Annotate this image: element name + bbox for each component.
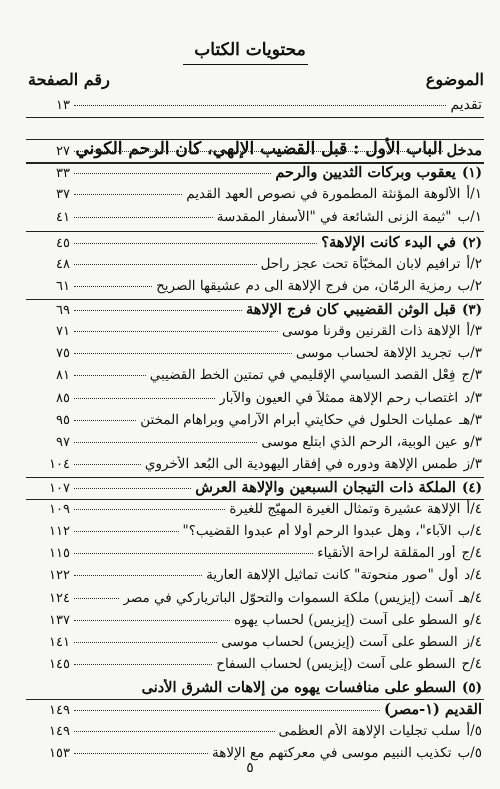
entry-page-number: ٦٩: [56, 303, 70, 318]
entry-page-number: ٩٧: [56, 435, 70, 450]
entry-title: الملكة ذات التيجان السبعين والإلاهة العرش: [195, 479, 456, 496]
entry-title: السطو على آست (إيزيس) لحساب السفاح: [216, 656, 456, 672]
toc-entry[interactable]: [32, 634, 482, 650]
dot-leader: [74, 531, 179, 532]
toc-entry[interactable]: [32, 567, 482, 583]
toc-entry[interactable]: [40, 679, 482, 696]
entry-code: ٤/أ: [466, 501, 482, 517]
dot-leader: [74, 598, 119, 599]
entry-page-number: ٦١: [56, 279, 70, 294]
section-divider: [26, 231, 484, 232]
entry-code: (٣): [461, 302, 482, 318]
entry-title: أول "صور منحوتة" كانت تماثيل الإلاهة العارية: [206, 567, 459, 583]
entry-code: ٤/ج: [461, 545, 482, 561]
entry-title: أور المقلقة لراحة الأنقياء: [317, 545, 456, 561]
entry-code: ٣/ج: [461, 367, 482, 383]
toc-entry[interactable]: [32, 412, 482, 428]
entry-code: ٤/ب: [457, 523, 482, 539]
entry-page-number: ٧١: [56, 324, 70, 339]
entry-code: (٥): [461, 680, 482, 696]
entry-title: آست (إيزيس) ملكة السموات والتحوّل الباترياركي في مصر: [123, 590, 454, 606]
entry-code: ٤/هـ: [459, 590, 482, 606]
entry-page-number: ٧٥: [56, 346, 70, 361]
dot-leader: [74, 509, 225, 510]
entry-page-number: ١١٢: [49, 524, 70, 539]
entry-code: (٤): [461, 480, 482, 496]
entry-title: اغتصاب رحم الإلاهة ممثلاً في العيون والآبار: [219, 390, 459, 406]
toc-entry[interactable]: [32, 278, 482, 294]
entry-title: الإلاهة عشيرة وتمثال الغيرة المهيّج للغيرة: [229, 501, 461, 517]
entry-page-number: ١٤١: [49, 635, 70, 650]
dot-leader: [74, 105, 446, 106]
entry-code: ٣/هـ: [459, 412, 482, 428]
entry-code: ٣/و: [463, 434, 482, 450]
entry-page-number: ٨١: [56, 368, 70, 383]
dot-leader: [74, 151, 443, 152]
dot-leader: [74, 620, 230, 621]
entry-code: (٢): [461, 235, 482, 251]
toc-entry[interactable]: [32, 479, 482, 496]
entry-title: يعقوب وبركات الثديين والرحم: [275, 164, 456, 181]
dot-leader: [74, 710, 380, 711]
entry-page-number: ١٤٩: [49, 724, 70, 739]
toc-entry[interactable]: [32, 612, 482, 628]
entry-title: رمزية الرمّان، من فرج الإلاهة الى دم عشيقها الصريح: [156, 278, 452, 294]
dot-leader: [74, 310, 242, 311]
toc-entry[interactable]: [32, 434, 482, 450]
topic-column-header: الموضوع: [425, 70, 484, 89]
toc-entry[interactable]: [32, 164, 482, 181]
entry-code: ٤/و: [463, 612, 482, 628]
toc-entry[interactable]: [32, 301, 482, 318]
entry-page-number: ١٠٩: [49, 502, 70, 517]
entry-title: مدخل: [446, 142, 482, 159]
toc-entry[interactable]: [32, 390, 482, 406]
dot-leader: [74, 331, 278, 332]
entry-page-number: ٣٧: [56, 187, 70, 202]
entry-code: ١/ب: [457, 209, 482, 225]
page-column-header: رقم الصفحة: [28, 70, 110, 89]
toc-entry[interactable]: [32, 209, 482, 225]
page-number: ٥: [246, 760, 254, 776]
entry-code: ٣/ز: [463, 456, 482, 472]
section-divider: [26, 699, 484, 700]
toc-entry[interactable]: [32, 501, 482, 517]
entry-title: تكذيب النبيم موسى في معركتهم مع الإلاهة: [212, 745, 452, 761]
toc-entry[interactable]: [32, 656, 482, 672]
entry-code: ٣/ب: [457, 345, 482, 361]
entry-page-number: ١٣: [56, 98, 70, 113]
entry-title: السطو على آست (إيزيس) لحساب يهوه: [233, 612, 458, 628]
section-divider: [26, 139, 484, 140]
section-divider: [26, 477, 484, 478]
dot-leader: [74, 243, 317, 244]
dot-leader: [74, 753, 208, 754]
entry-page-number: ٣٣: [56, 166, 70, 181]
entry-title: عين الوبية، الرحم الذي ابتلع موسى: [261, 434, 458, 450]
entry-page-number: ٤٨: [56, 257, 70, 272]
section-divider: [26, 299, 484, 300]
entry-title: الإلاهة ذات القرنين وقرنا موسى: [281, 323, 461, 339]
dot-leader: [74, 194, 182, 195]
page-title: محتويات الكتاب: [194, 40, 306, 60]
entry-code: ٤/ز: [463, 634, 482, 650]
entry-title: سلب تجليات الإلاهة الأم العظمى: [278, 723, 461, 739]
toc-entry[interactable]: [32, 545, 482, 561]
toc-entry[interactable]: [32, 256, 482, 272]
entry-code: ٤/د: [464, 567, 482, 583]
entry-page-number: ٤١: [56, 210, 70, 225]
entry-title: تجريد الإلاهة لحساب موسى: [295, 345, 452, 361]
entry-page-number: ١٢٢: [49, 568, 70, 583]
entry-code: (١): [461, 165, 482, 181]
toc-entry[interactable]: [32, 234, 482, 251]
entry-page-number: ١٤٥: [49, 657, 70, 672]
dot-leader: [74, 575, 202, 576]
dot-leader: [74, 353, 292, 354]
toc-entry[interactable]: [32, 723, 482, 739]
entry-page-number: ٩٥: [56, 413, 70, 428]
entry-page-number: ٤٥: [56, 236, 70, 251]
toc-entry[interactable]: [32, 186, 482, 202]
entry-page-number: ٢٧: [56, 144, 70, 159]
entry-page-number: ١٠٤: [49, 457, 70, 472]
dot-leader: [74, 642, 217, 643]
dot-leader: [74, 398, 215, 399]
dot-leader: [74, 286, 152, 287]
entry-title: تقديم: [450, 97, 482, 113]
entry-title: السطو على آست (إيزيس) لحساب موسى: [221, 634, 458, 650]
chapter-heading: الباب الأول : قبل القضيب الإلهي، كان الرحم الكوني: [75, 139, 443, 159]
dot-leader: [74, 731, 275, 732]
entry-title: الألوهة المؤنثة المطمورة في نصوص العهد القديم: [186, 186, 461, 202]
entry-title: عمليات الحلول في حكايتي أبرام الآرامي وبراهام المختن: [140, 412, 454, 428]
toc-entry[interactable]: [32, 523, 482, 539]
toc-entry[interactable]: [32, 590, 482, 606]
section-divider: [26, 163, 484, 164]
dot-leader: [74, 173, 271, 174]
dot-leader: [74, 664, 212, 665]
entry-title: فِعْل القصد السياسي الإقليمي في تمتين الخط القضيبي: [149, 367, 456, 383]
toc-entry[interactable]: [32, 367, 482, 383]
dot-leader: [74, 488, 191, 489]
toc-entry[interactable]: [32, 97, 482, 113]
entry-code: ٣/د: [464, 390, 482, 406]
entry-page-number: ١٢٤: [49, 591, 70, 606]
entry-page-number: ١٠٧: [49, 481, 70, 496]
dot-leader: [74, 464, 141, 465]
entry-title: ترافيم لابان المخبّأة تحت عجز راحل: [260, 256, 461, 272]
entry-page-number: ١٥٣: [49, 746, 70, 761]
entry-title: القديم (١-مصر): [383, 701, 482, 718]
dot-leader: [74, 420, 136, 421]
toc-entry[interactable]: [32, 745, 482, 761]
entry-page-number: ١٤٩: [49, 703, 70, 718]
section-divider: [26, 499, 484, 500]
entry-code: ٣/أ: [466, 323, 482, 339]
dot-leader: [74, 375, 146, 376]
entry-code: ٥/ب: [457, 745, 482, 761]
entry-title: ثيمة الزنى الشائعة في "الأسفار المقدسة": [216, 209, 452, 225]
entry-code: ٥/أ: [466, 723, 482, 739]
entry-page-number: ١١٥: [49, 546, 70, 561]
toc-entry[interactable]: [32, 142, 482, 159]
dot-leader: [74, 442, 257, 443]
entry-page-number: ١٣٧: [49, 613, 70, 628]
dot-leader: [74, 217, 213, 218]
entry-title: السطو على منافسات يهوه من إلاهات الشرق الأدنى: [141, 679, 456, 696]
dot-leader: [74, 264, 257, 265]
entry-title: "الآباء"، وهل عبدوا الرحم أولا أم عبدوا القضيب؟: [182, 523, 452, 539]
toc-entry[interactable]: [32, 456, 482, 472]
entry-title: قبل الوثن القضيبي كان فرج الإلاهة: [245, 301, 456, 318]
entry-page-number: ٨٥: [56, 391, 70, 406]
entry-code: ٤/ح: [461, 656, 482, 672]
section-divider: [26, 117, 484, 118]
toc-entry[interactable]: [32, 323, 482, 339]
entry-code: ٢/أ: [466, 256, 482, 272]
toc-entry[interactable]: [32, 701, 482, 718]
dot-leader: [74, 553, 313, 554]
toc-entry[interactable]: [32, 345, 482, 361]
entry-title: في البدء كانت الإلاهة؟: [321, 234, 456, 251]
entry-code: ٢/ب: [457, 278, 482, 294]
entry-title: طمس الإلاهة ودوره في إفقار اليهودية الى البُعد الأخروي: [144, 456, 458, 472]
entry-code: ١/أ: [466, 186, 482, 202]
